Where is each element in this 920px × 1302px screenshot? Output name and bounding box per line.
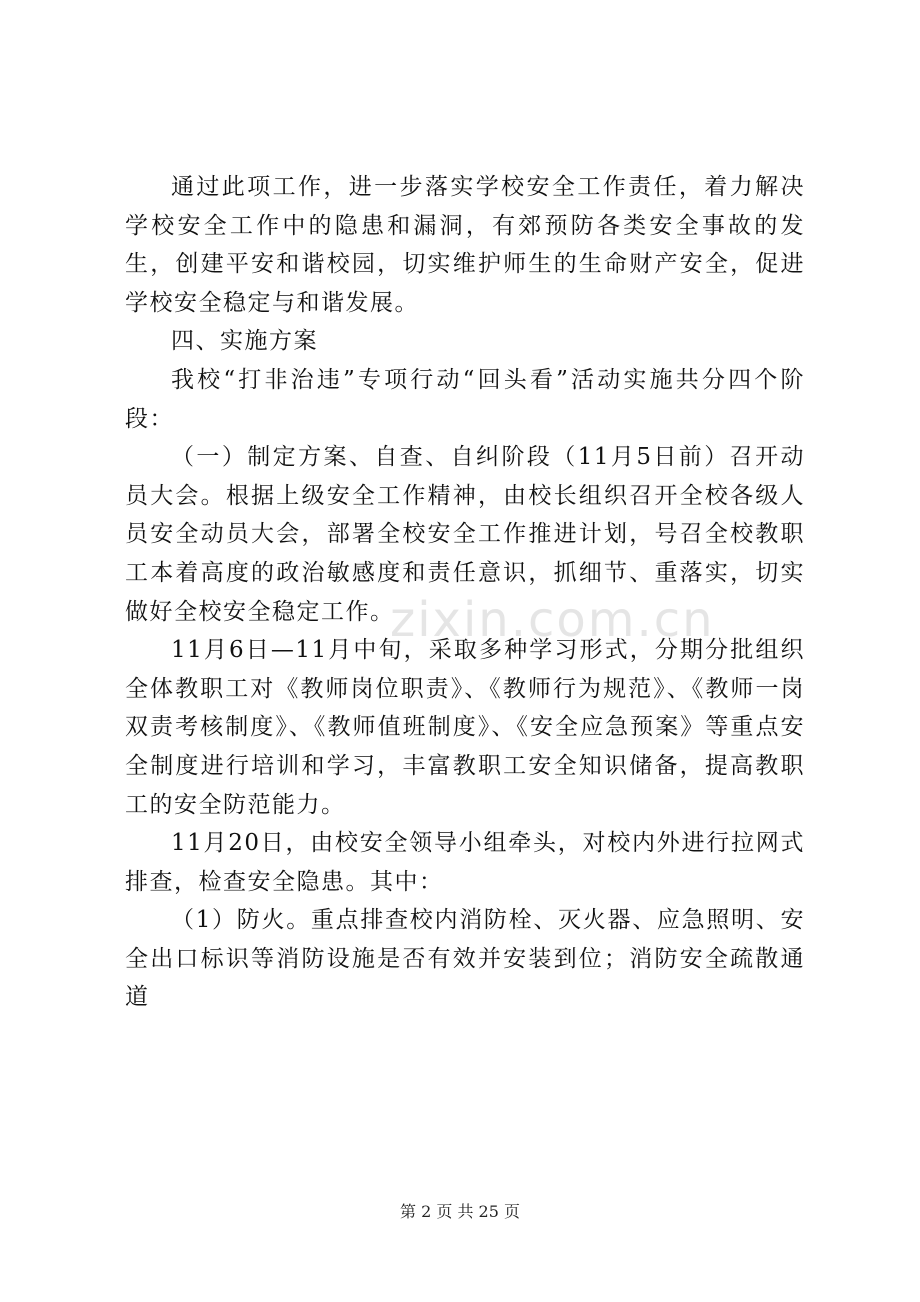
paragraph-stages: 我校“打非治违”专项行动“回头看”活动实施共分四个阶段： <box>125 366 805 432</box>
document-body <box>125 168 805 1017</box>
section-heading-implementation: 四、实施方案 <box>171 328 318 355</box>
page-footer: 第 2 页 共 25 页 <box>400 1202 520 1221</box>
paragraph-stage-one: （一）制定方案、自查、自纠阶段（11月5日前）召开动员大会。根据上级安全工作精神，由校长组织召开全校各级人员安全动员大会，部署全校安全工作推进计划，号召全校教职工本着高度的政治敏感度和责任意识，抓细节、重落实，切实做好全校安全稳定工作。 <box>125 444 805 625</box>
paragraph-fire-prevention: （1）防火。重点排查校内消防栓、灭火器、应急照明、安全出口标识等消防设施是否有效并安装到位；消防安全疏散通道 <box>125 907 805 1011</box>
paragraph-intro: 通过此项工作，进一步落实学校安全工作责任，着力解决学校安全工作中的隐患和漏洞，有郊预防各类安全事故的发生，创建平安和谐校园，切实维护师生的生命财产安全，促进学校安全稳定与和谐发展。 <box>125 174 805 316</box>
paragraph-inspection: 11月20日，由校安全领导小组牵头，对校内外进行拉网式排查，检查安全隐患。其中： <box>125 830 805 895</box>
watermark: zixin.com.cn <box>390 592 715 648</box>
paragraph-training: 11月6日—11月中旬，采取多种学习形式，分期分批组织全体教职工对《教师岗位职责》、《教师行为规范》、《教师一岗双责考核制度》、《教师值班制度》、《安全应急预案》等重点安全制度进行培训和学习，丰富教职工安全知识储备，提高教职工的安全防范能力。 <box>125 637 805 818</box>
